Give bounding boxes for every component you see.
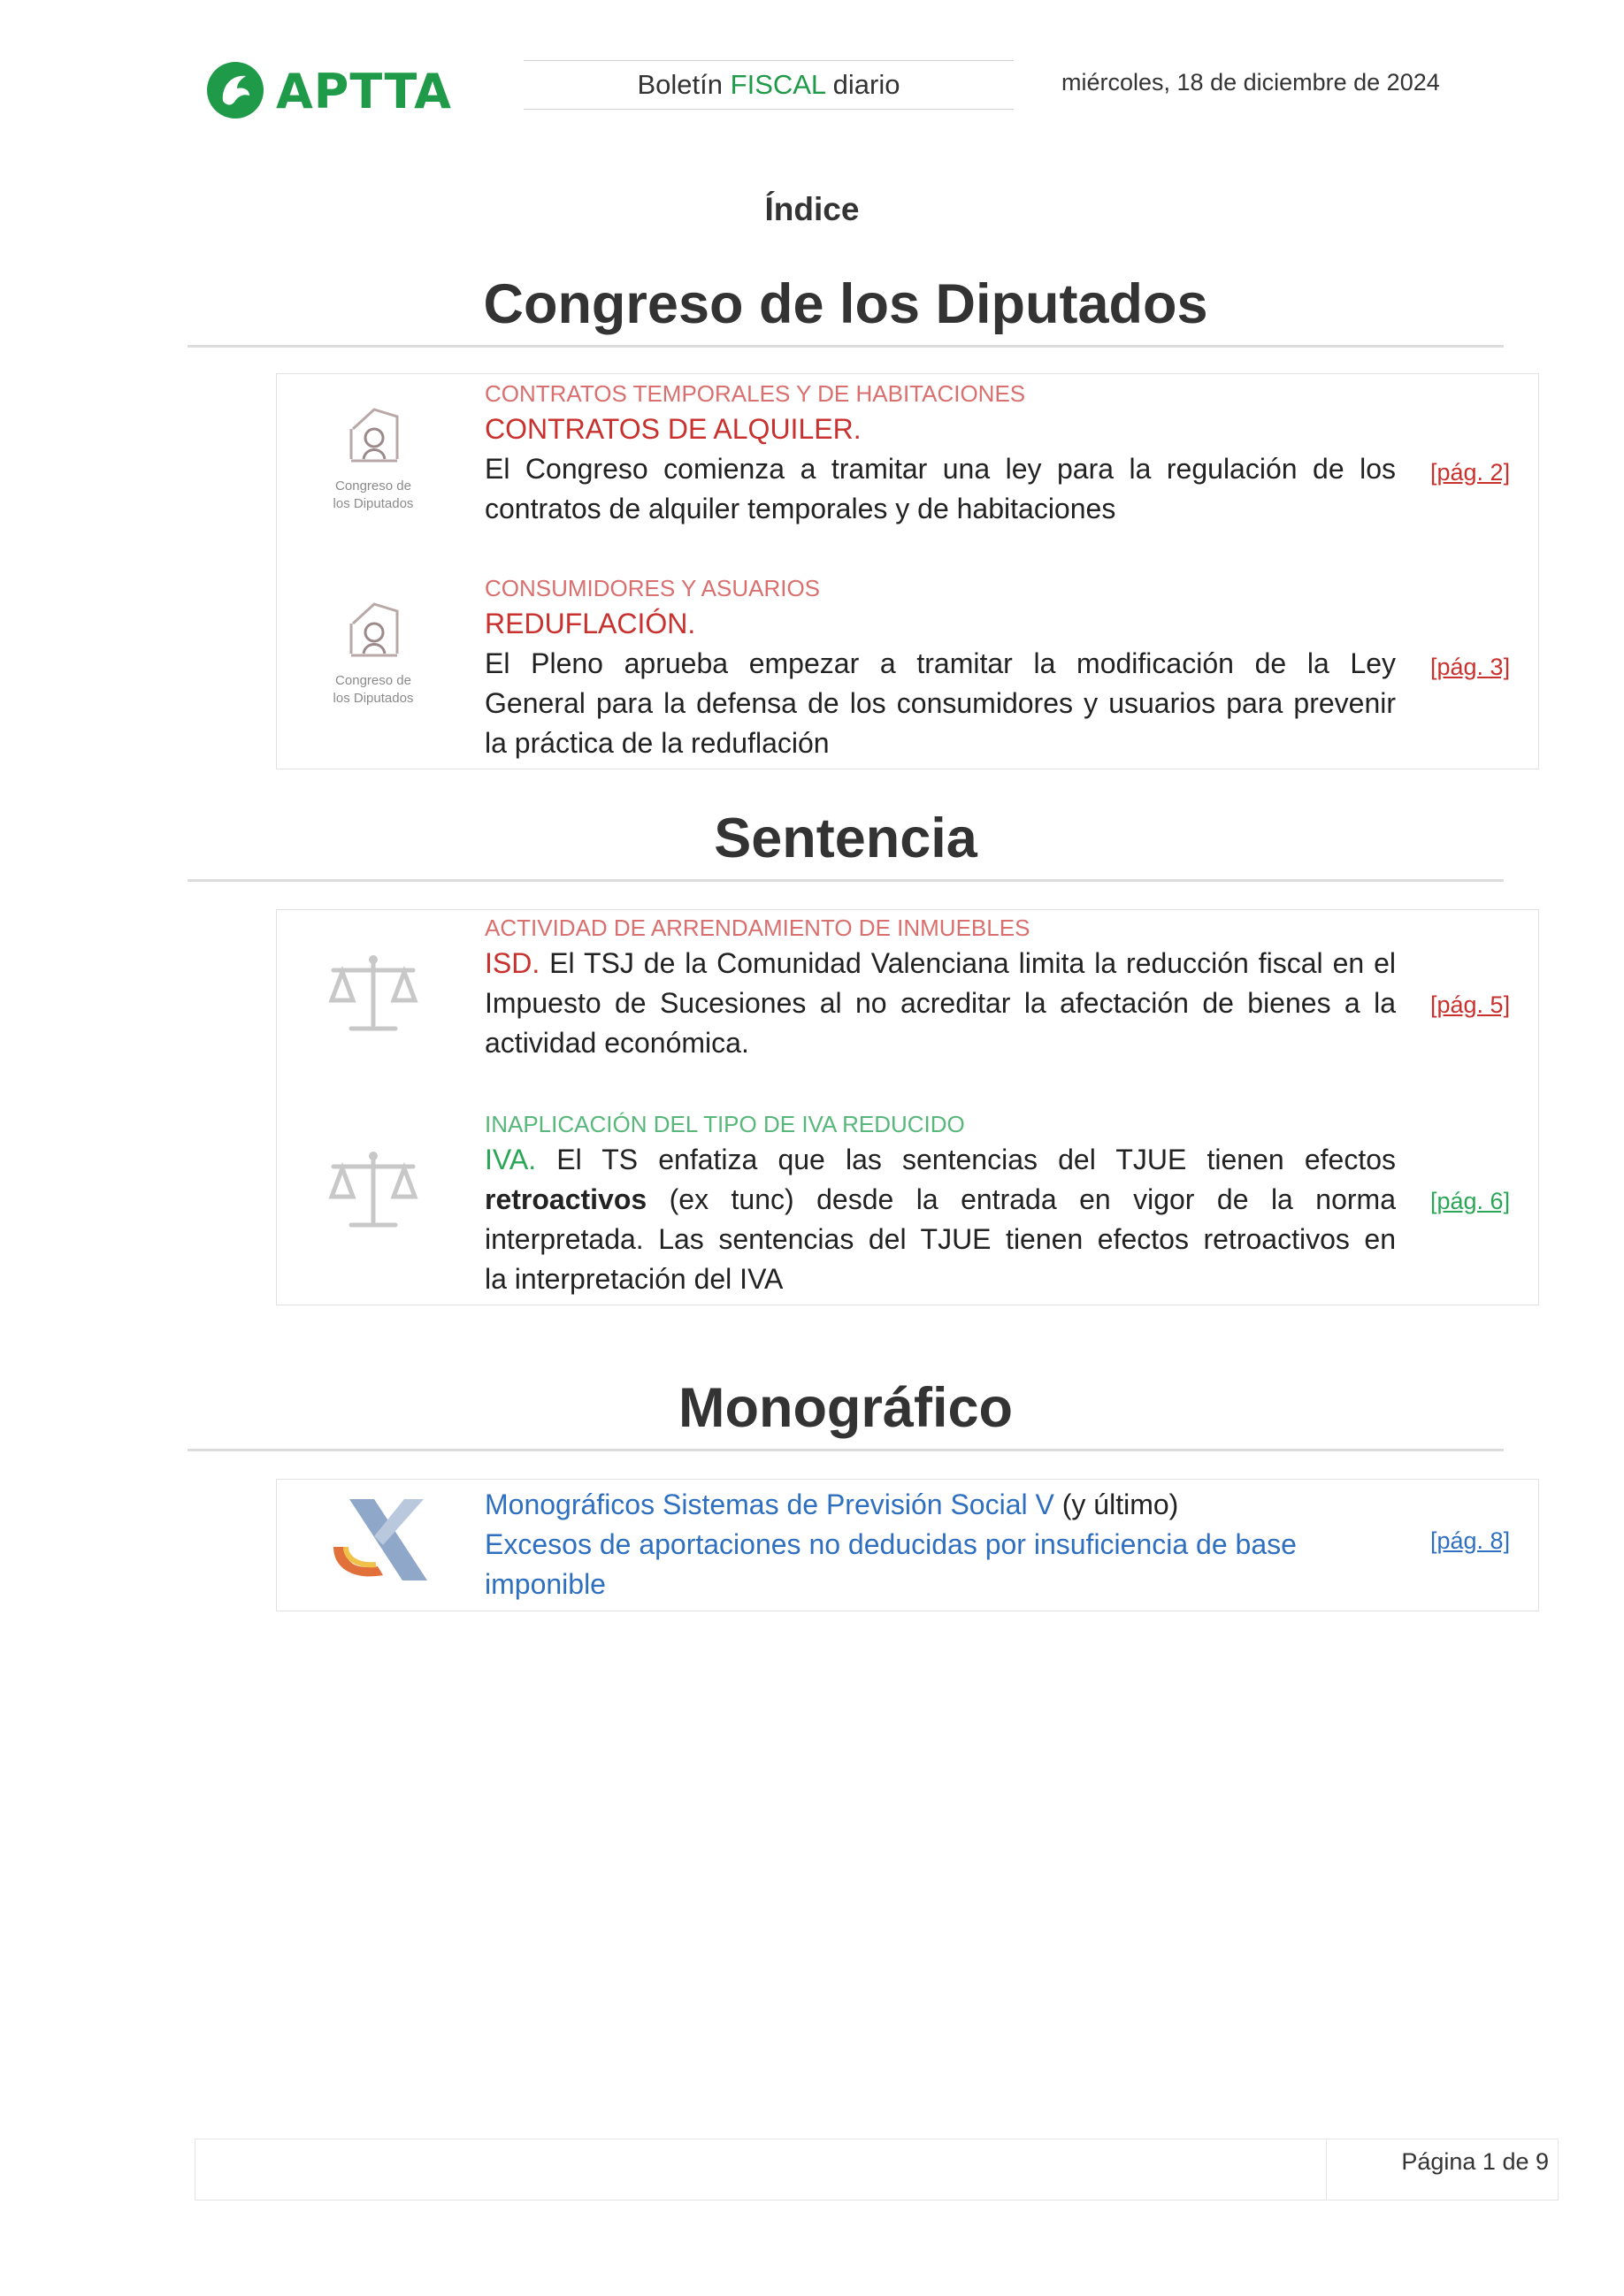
footer-divider — [1326, 2139, 1327, 2200]
entry-summary-line: actividad económica. — [485, 1027, 749, 1059]
entry-summary-rest: (y último) — [1053, 1489, 1179, 1520]
entry-summary-line: interpretada. Las sentencias del TJUE tienen efectos retroactivos en — [485, 1223, 1396, 1255]
index-entry — [277, 1106, 1538, 1305]
page-link[interactable]: [pág. 6] — [1430, 1188, 1511, 1214]
section-title-congreso: Congreso de los Diputados — [188, 272, 1504, 348]
section-card-monografico — [276, 1479, 1539, 1611]
congreso-logo-icon — [298, 588, 448, 706]
entry-text — [485, 572, 1396, 763]
entry-text — [485, 1108, 1396, 1299]
entry-summary-line — [485, 944, 1396, 983]
aptta-logo — [205, 60, 453, 122]
entry-headline: REDUFLACIÓN. — [485, 608, 696, 639]
agencia-tributaria-logo-icon — [298, 1492, 448, 1589]
entry-category: ACTIVIDAD DE ARRENDAMIENTO DE INMUEBLES — [485, 915, 1030, 941]
page-link[interactable]: [pág. 5] — [1430, 991, 1511, 1018]
page-number: Página 1 de 9 — [1401, 2148, 1549, 2175]
bulletin-title-highlight: FISCAL — [730, 69, 826, 100]
entry-lead: ISD. — [485, 947, 540, 979]
bulletin-date: miércoles, 18 de diciembre de 2024 — [1061, 69, 1440, 96]
bulletin-title-prefix: Boletín — [637, 69, 724, 100]
entry-lead: Monográficos Sistemas de Previsión Social V — [485, 1489, 1054, 1520]
entry-summary-line: El Pleno aprueba empezar a tramitar la modificación de la Ley — [485, 647, 1396, 679]
entry-text — [485, 912, 1396, 1063]
congreso-logo-label-2: los Diputados — [333, 496, 414, 511]
brand-name: APTTA — [276, 64, 452, 119]
entry-summary-line: contratos de alquiler temporales y de habitaciones — [485, 493, 1116, 524]
entry-lead: IVA. — [485, 1144, 537, 1175]
congreso-logo-label-1: Congreso de — [335, 673, 411, 688]
congreso-emblem — [298, 394, 448, 473]
entry-summary-line — [485, 1485, 1396, 1525]
index-entry — [277, 569, 1538, 769]
bulletin-title — [524, 60, 1014, 110]
entry-text — [485, 378, 1396, 529]
section-title-sentencia: Sentencia — [188, 807, 1504, 882]
aptta-logo-icon — [205, 60, 265, 120]
entry-summary-line: General para la defensa de los consumidores y usuarios para prevenir — [485, 687, 1396, 719]
page-link[interactable]: [pág. 2] — [1430, 459, 1511, 486]
entry-category: CONTRATOS TEMPORALES Y DE HABITACIONES — [485, 380, 1026, 407]
scales-icon — [298, 945, 448, 1043]
congreso-logo-icon — [298, 394, 448, 509]
congreso-logo-label-2: los Diputados — [333, 691, 414, 706]
entry-summary-line: Excesos de aportaciones no deducidas por insuficiencia de base — [485, 1528, 1297, 1560]
entry-summary-rest: El TSJ de la Comunidad Valenciana limita la reducción fiscal en el — [540, 947, 1396, 979]
entry-summary-line: la práctica de la reduflación — [485, 727, 830, 759]
section-card-congreso — [276, 373, 1539, 769]
entry-summary-line: la interpretación del IVA — [485, 1263, 784, 1295]
scales-icon — [298, 1142, 448, 1239]
entry-summary-line: imponible — [485, 1568, 606, 1600]
index-entry — [277, 910, 1538, 1087]
section-card-sentencia — [276, 909, 1539, 1305]
congreso-logo-label-1: Congreso de — [335, 478, 411, 494]
index-entry — [277, 374, 1538, 542]
index-title: Índice — [764, 191, 860, 227]
section-title-monografico: Monográfico — [188, 1376, 1504, 1451]
entry-headline: CONTRATOS DE ALQUILER. — [485, 413, 862, 445]
entry-summary-line — [485, 1180, 1396, 1220]
entry-bold-term: retroactivos — [485, 1183, 647, 1215]
entry-category: INAPLICACIÓN DEL TIPO DE IVA REDUCIDO — [485, 1111, 965, 1137]
page-footer — [195, 2139, 1559, 2200]
bulletin-title-suffix: diario — [832, 69, 900, 100]
index-entry — [277, 1480, 1538, 1611]
entry-category: CONSUMIDORES Y ASUARIOS — [485, 575, 821, 601]
page-link[interactable]: [pág. 8] — [1430, 1527, 1511, 1554]
entry-summary-rest: El TS enfatiza que las sentencias del TJUE tienen efectos — [536, 1144, 1396, 1175]
entry-summary-line: El Congreso comienza a tramitar una ley para la regulación de los — [485, 453, 1396, 485]
entry-summary-line — [485, 1140, 1396, 1180]
page-link[interactable]: [pág. 3] — [1430, 654, 1511, 680]
congreso-emblem — [298, 588, 448, 668]
entry-text — [485, 1485, 1396, 1604]
entry-summary-rest: (ex tunc) desde la entrada en vigor de la norma — [647, 1183, 1396, 1215]
entry-summary-line: Impuesto de Sucesiones al no acreditar la afectación de bienes a la — [485, 987, 1396, 1019]
